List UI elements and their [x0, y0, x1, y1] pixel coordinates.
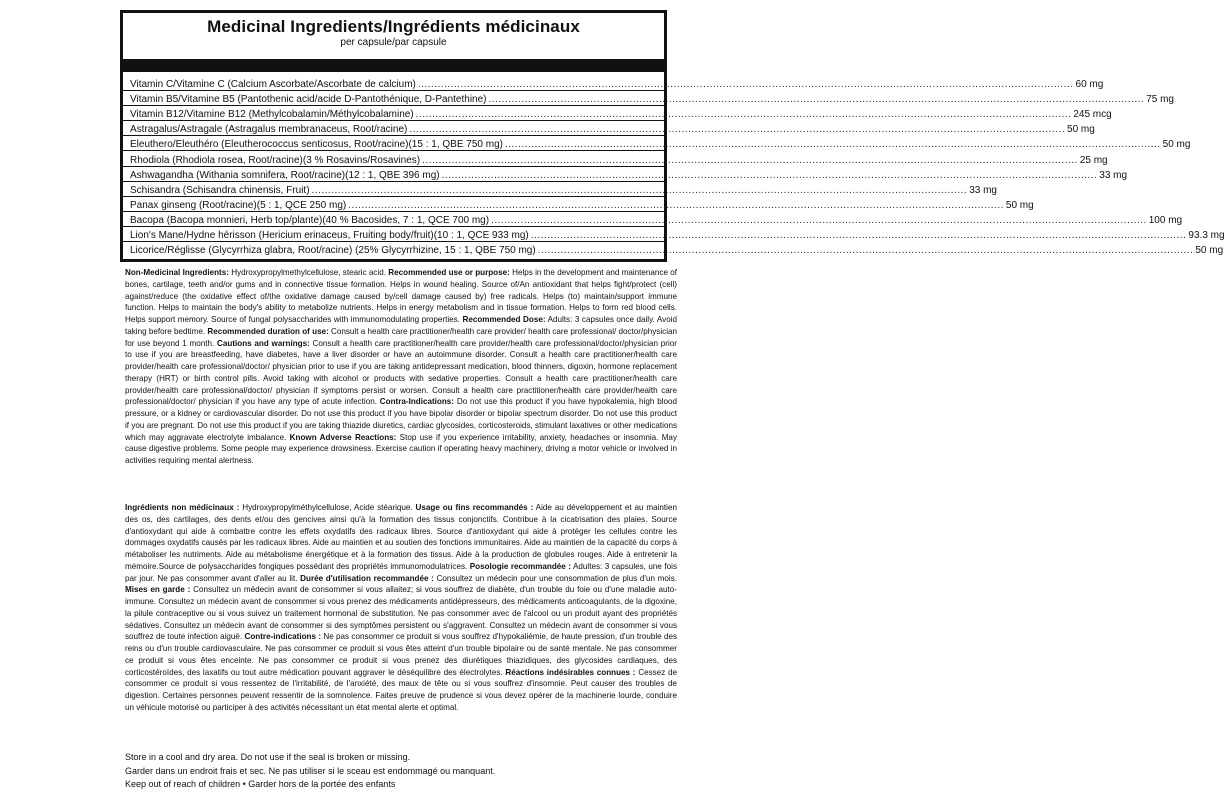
leader-dots: ........................................................................................................................................................................................................: [415, 109, 1072, 121]
storage-statements: [125, 751, 495, 792]
leader-dots: ........................................................................................................................................................................................................: [348, 199, 1004, 211]
section-label: Cautions and warnings:: [217, 338, 310, 348]
ingredient-name: Rhodiola (Rhodiola rosea, Root/racine)(3 % Rosavins/Rosavines): [130, 154, 421, 166]
section-text: Hydroxypropylméthylcellulose, Acide stéarique.: [239, 503, 416, 512]
section-text: Ne pas consommer ce produit si vous souffrez d'hypokaliémie, de haute pression, d'un trouble des reins ou d'un trouble cardiovasculaire. Ne pas consommer ce produit si vous êtes atteint d'un trouble bipolaire ou de santé mentale. Ne pas consommer ce produit si vous êtes enceinte. Ne pas consommer ce produit si vous prenez des diurétiques thiazidiques, des glycosides cardiaques, des corticostéroïdes, des laxatifs ou tout autre médication pouvant aggraver le déséquilibre des électrolytes.: [125, 632, 678, 677]
section-text: Aide au développement et au maintien des os, des cartilages, des dents et/ou des gencives ainsi qu'à la formation des tissus conjonctifs. Contribue à la cicatrisation des plaies. Source d'antioxydant qui aide à combattre contre les effets oxydatifs des radicaux libres. Source d'antioxydant qui aide à protéger les cellules contre les dommages oxydatifs causés par les radicaux libres. Aide au maintien et au soutien des fonctions immunitaires. Aide au maintien de la capacité du corps à métaboliser les nutriments. Aide au métabolisme énergétique et à la formation des tissus. Aide à la production de globules rouges. Aide à entretenir la mémoire.Source de polysaccharides fongiques possédant des propriétés immunomodulatrices.: [125, 503, 677, 571]
ingredient-row: [130, 75, 1104, 90]
ingredient-row: [130, 90, 1174, 106]
ingredient-name: Vitamin C/Vitamine C (Calcium Ascorbate/Ascorbate de calcium): [130, 79, 416, 90]
header-rule: [123, 59, 664, 72]
ingredient-name: Bacopa (Bacopa monnieri, Herb top/plante)(40 % Bacosides, 7 : 1, QCE 700 mg): [130, 214, 490, 226]
ingredient-amount: 60 mg: [1075, 79, 1104, 90]
section-label: Durée d'utilisation recommandée :: [300, 573, 434, 583]
medicinal-ingredients-panel: [120, 10, 1225, 262]
section-label: Recommended duration of use:: [207, 326, 329, 336]
section-text: Hydroxypropylmethylcellulose, stearic acid.: [228, 268, 389, 277]
section-text: Consultez un médecin pour une consommation de plus d'un mois.: [433, 573, 677, 583]
ingredient-name: Schisandra (Schisandra chinensis, Fruit): [130, 184, 310, 196]
ingredient-amount: 25 mg: [1079, 154, 1108, 166]
panel-title: Medicinal Ingredients/Ingrédients médicinaux: [207, 17, 580, 36]
ingredient-amount: 245 mcg: [1073, 109, 1112, 121]
leader-dots: ........................................................................................................................................................................................................: [311, 184, 968, 196]
leader-dots: ........................................................................................................................................................................................................: [417, 79, 1074, 90]
ingredient-row: [130, 181, 997, 196]
ingredient-amount: 100 mg: [1148, 214, 1183, 226]
section-text: Consultez un médecin avant de consommer si vous allaitez; si vous souffrez de diabète, d'un trouble du foie ou d'une maladie auto-immune. Consultez un médecin avant de consommer si vous prenez des médicaments antidépresseurs, des médicaments anticoagulants, de la digoxine, la pilule contraceptive ou si vous suivez un traitement hormonal de substitution. Ne pas consommer avec de l'alcool ou un produit ayant des propriétés sédatives. Consultez un médecin avant de consommer si des symptômes persistent ou s'aggravent. Consultez un médecin avant de consommer si vous souffrez de toute infection aiguë.: [125, 585, 677, 642]
ingredient-amount: 93.3 mg: [1188, 230, 1225, 241]
ingredient-name: Licorice/Réglisse (Glycyrrhiza glabra, Root/racine) (25% Glycyrrhizine, 15 : 1, QBE 750 mg): [130, 245, 536, 257]
section-text: Helps in the development and maintenance of bones, cartilage, teeth and/or gums and in connective tissue formation. Helps in wound healing. Source of/An antioxidant that helps fight/protect (cell) against/reduce (the oxidative effect of/the oxidative damage caused by/cell damage caused by) free radicals. Helps (to) maintain/support immune function. Helps to maintain the body's ability to metabolize nutrients. Helps in energy metabolism and in tissue formation. Helps to form red blood cells. Helps support memory. Source of fungal polysaccharides with immunomodulating properties.: [125, 268, 677, 324]
ingredient-amount: 50 mg: [1195, 245, 1224, 257]
ingredient-amount: 50 mg: [1162, 139, 1191, 151]
ingredient-name: Eleuthero/Eleuthéro (Eleutherococcus senticosus, Root/racine)(15 : 1, QBE 750 mg): [130, 139, 503, 151]
section-text: Consult a health care practitioner/health care provider/health care professional/doctor/physician prior to use if you are breastfeeding, have diabetes, have a liver disorder or have an autoimmune disorder. Consult a health care practitioner/health care provider/health care professional/doctor/ physician prior to use if you are taking antidepressant medication, blood thinners, digoxin, hormone replacement therapy (HRT) or birth control pills. Avoid taking with alcohol or products with sedative properties. Consult a health care practitioner/health care provider/health care professional/doctor/ physician if symptoms persist or worsen. Consult a health care practitioner/health care provider/health care professional/doctor/ physician if you have any type of acute infection.: [125, 338, 677, 407]
ingredient-amount: 50 mg: [1005, 199, 1034, 211]
ingredient-name: Lion's Mane/Hydne hérisson (Hericium erinaceus, Fruiting body/fruit)(10 : 1, QCE 933 mg): [130, 230, 529, 241]
ingredient-row: [130, 166, 1128, 181]
section-label: Posologie recommandée :: [469, 561, 571, 571]
leader-dots: ........................................................................................................................................................................................................: [504, 139, 1161, 151]
leader-dots: ........................................................................................................................................................................................................: [409, 124, 1066, 136]
leader-dots: ........................................................................................................................................................................................................: [537, 245, 1194, 257]
section-label: Contre-indications :: [244, 632, 322, 642]
leader-dots: ........................................................................................................................................................................................................: [491, 214, 1147, 226]
section-label: Recommended use or purpose:: [388, 268, 510, 277]
ingredient-row: [130, 241, 1224, 257]
leader-dots: ........................................................................................................................................................................................................: [530, 230, 1187, 241]
section-label: Contra-Indications:: [379, 397, 454, 407]
ingredient-name: Panax ginseng (Root/racine)(5 : 1, QCE 250 mg): [130, 199, 347, 211]
section-text: Adultes: 3 capsules, une fois par jour. Ne pas consommer avant d'aller au lit.: [125, 561, 677, 583]
section-text: Adults: 3 capsules once daily. Avoid taking before bedtime.: [125, 315, 677, 336]
panel-subtitle: per capsule/par capsule: [340, 37, 447, 48]
ingredient-amount: 33 mg: [1099, 169, 1128, 181]
children-warning: Keep out of reach of children • Garder hors de la portée des enfants: [125, 779, 396, 789]
ingredient-row: [130, 120, 1095, 136]
ingredient-amount: 75 mg: [1146, 94, 1174, 106]
ingredient-name: Vitamin B5/Vitamine B5 (Pantothenic acid/acide D-Pantothénique, D-Pantethine): [130, 94, 487, 106]
section-label: Known Adverse Reactions:: [289, 432, 397, 442]
leader-dots: ........................................................................................................................................................................................................: [422, 154, 1078, 166]
leader-dots: ........................................................................................................................................................................................................: [441, 169, 1098, 181]
ingredient-row: [130, 211, 1183, 226]
storage-line-fr: Garder dans un endroit frais et sec. Ne pas utiliser si le sceau est endommagé ou manquant.: [125, 765, 496, 776]
english-directions: [125, 267, 677, 467]
ingredient-amount: 50 mg: [1067, 124, 1095, 136]
section-text: Do not use this product if you have hypokalemia, high blood pressure, or a kidney or cardiovascular disorder. Do not use this product if you have bipolar disorder or bipolar spectrum disorder. Do not use this product if you are pregnant. Do not use this product if you are taking thiazide diuretics, cardiac glycosides, corticosteroids, stimulant laxatives or other medications which may aggravate electrolyte imbalance.: [125, 397, 677, 442]
french-directions: [125, 502, 677, 714]
ingredient-row: [130, 135, 1191, 151]
section-text: Stop use if you experience irritability, anxiety, headaches or insomnia. May cause digestive problems. Some people may experience drowsiness. Exercise caution if operating heavy machinery, driving a motor vehicle or involved in activities requiring mental alertness.: [125, 432, 677, 465]
ingredient-name: Astragalus/Astragale (Astragalus membranaceus, Root/racine): [130, 124, 408, 136]
ingredient-amount: 33 mg: [969, 184, 997, 196]
section-text: Consult a health care practitioner/health care provider/ health care professional/ doctor/physician for use beyond 1 month.: [125, 326, 677, 348]
section-label: Recommended Dose:: [462, 315, 546, 324]
storage-line-en: Store in a cool and dry area. Do not use if the seal is broken or missing.: [125, 752, 411, 762]
section-label: Réactions indésirables connues :: [505, 667, 636, 677]
ingredient-row: [130, 105, 1112, 121]
section-label: Non-Medicinal Ingredients:: [125, 268, 229, 277]
section-label: Ingrédients non médicinaux :: [125, 503, 240, 512]
leader-dots: ........................................................................................................................................................................................................: [488, 94, 1145, 106]
ingredient-row: [130, 196, 1034, 211]
section-text: Cessez de consommer ce produit si vous ressentez de l'irritabilité, de l'anxiété, des maux de tête ou si vous souffrez d'insomnie. Peut causer des troubles de digestion. Certaines personnes peuvent ressentir de la somnolence. Faites preuve de prudence si vous devez opérer de la machinerie lourde, conduire un véhicule motorisé ou participer à des activités nécessitant un état mental alerte et optimal.: [125, 667, 677, 712]
section-label: Mises en garde :: [125, 585, 191, 595]
ingredient-name: Ashwagandha (Withania somnifera, Root/racine)(12 : 1, QBE 396 mg): [130, 169, 440, 181]
ingredient-name: Vitamin B12/Vitamine B12 (Methylcobalamin/Méthylcobalamine): [130, 109, 414, 121]
ingredient-row: [130, 151, 1108, 166]
section-label: Usage ou fins recommandés :: [415, 503, 534, 512]
ingredient-row: [130, 226, 1225, 241]
